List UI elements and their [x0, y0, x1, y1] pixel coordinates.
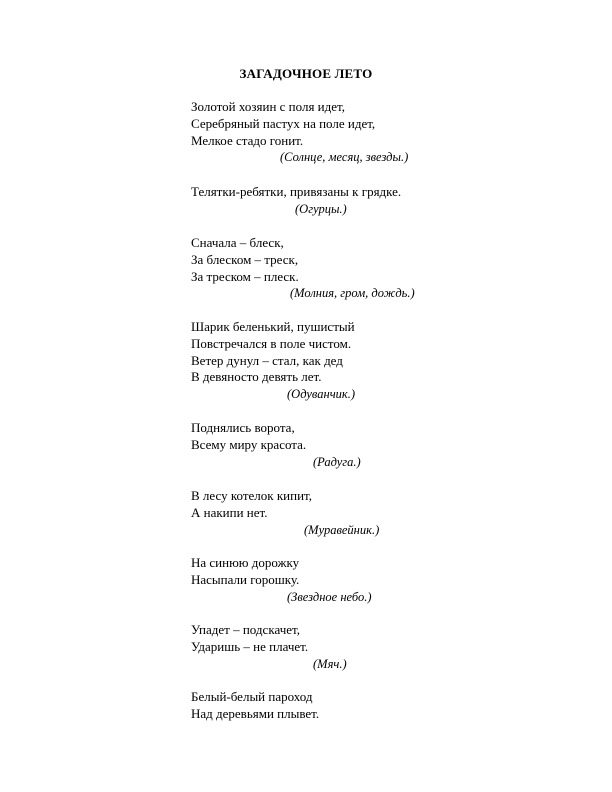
riddle-line: Повстречался в поле чистом. [191, 335, 352, 351]
riddle-line: Упадет – подскачет, [191, 622, 300, 637]
riddle-answer: (Радуга.) [313, 454, 361, 469]
riddle-4 [191, 319, 551, 403]
riddle-answer: (Солнце, месяц, звезды.) [280, 150, 409, 165]
riddle-line: Поднялись ворота, [191, 420, 295, 435]
riddle-line: Шарик беленький, пушистый [191, 319, 355, 334]
riddle-line: Насыпали горошку. [191, 571, 300, 587]
riddle-line: Телятки-ребятки, привязаны к грядке. [191, 184, 402, 199]
riddle-line: Мелкое стадо гонит. [191, 132, 304, 148]
riddle-line: Ветер дунул – стал, как дед [191, 352, 343, 368]
riddle-8 [191, 622, 551, 672]
riddle-line: Золотой хозяин с поля идет, [191, 99, 345, 114]
riddle-line: А накипи нет. [191, 504, 268, 520]
riddle-line: Ударишь – не плачет. [191, 638, 309, 654]
riddle-line: На синюю дорожку [191, 555, 300, 570]
riddle-line: За треском – плеск. [191, 268, 299, 284]
riddle-answer: (Огурцы.) [295, 201, 347, 216]
riddle-line: В девяносто девять лет. [191, 369, 322, 385]
riddle-6 [191, 488, 551, 538]
riddle-line: В лесу котелок кипит, [191, 488, 312, 503]
page-title: ЗАГАДОЧНОЕ ЛЕТО [239, 66, 373, 81]
riddle-3 [191, 235, 551, 302]
riddle-line: Белый-белый пароход [191, 689, 313, 704]
riddle-answer: (Звездное небо.) [287, 589, 372, 604]
riddle-line: Над деревьями плывет. [191, 705, 320, 721]
riddle-answer: (Мяч.) [313, 656, 347, 671]
riddle-9 [191, 689, 551, 723]
riddle-answer: (Одуванчик.) [287, 387, 356, 402]
riddle-5 [191, 420, 551, 470]
riddle-1 [191, 99, 551, 166]
riddle-line: Всему миру красота. [191, 436, 307, 452]
riddle-answer: (Молния, гром, дождь.) [290, 286, 415, 301]
riddle-line: Сначала – блеск, [191, 235, 284, 250]
riddle-line: За блеском – треск, [191, 251, 299, 267]
riddle-line: Серебряный пастух на поле идет, [191, 115, 376, 131]
riddle-7 [191, 555, 551, 605]
riddle-2 [191, 184, 551, 218]
riddle-answer: (Муравейник.) [304, 522, 380, 537]
